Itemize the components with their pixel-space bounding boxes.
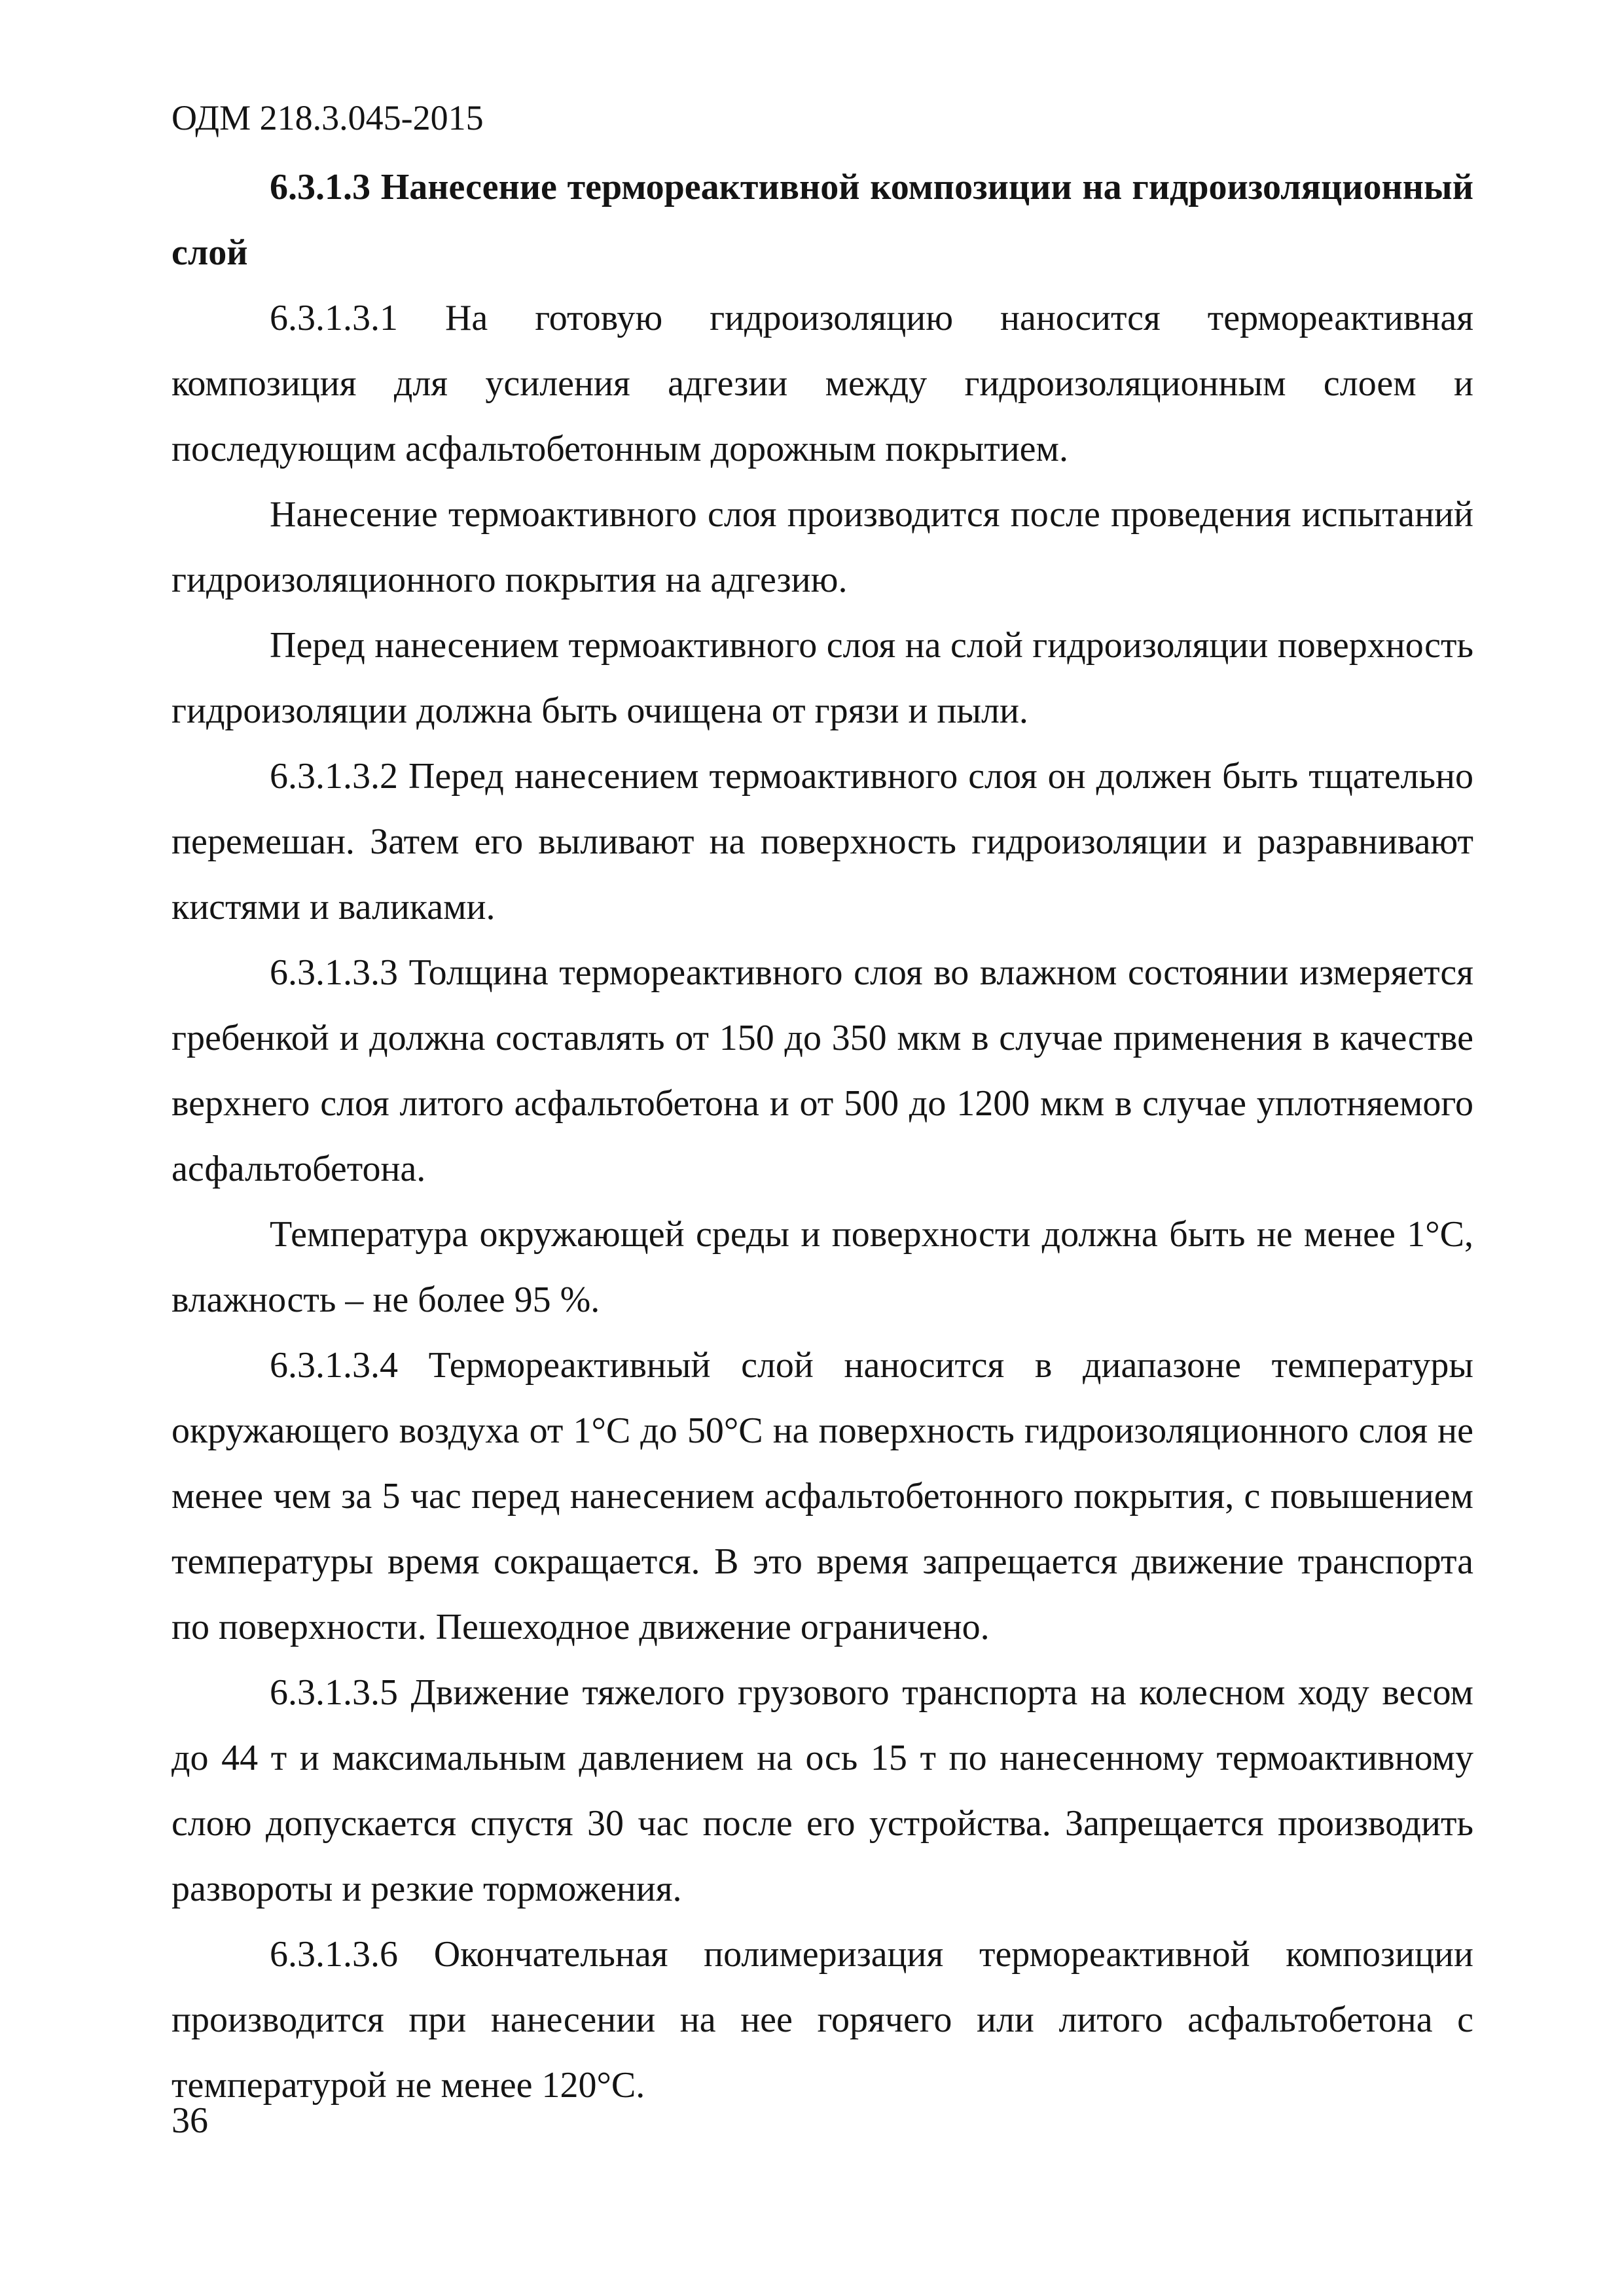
paragraph-temperature-humidity: Температура окружающей среды и поверхности должна быть не менее 1°С, влажность – не более 95 %. <box>171 1214 1473 1320</box>
paragraph-6-3-1-3-3: 6.3.1.3.3 Толщина термореактивного слоя во влажном состоянии измеряется гребенкой и должна составлять от 150 до 350 мкм в случае применения в качестве верхнего слоя литого асфальтобетона и от 500 до 1200 мкм в случае уплотняемого асфальтобетона. <box>171 952 1473 1189</box>
paragraph-6-3-1-3-6: 6.3.1.3.6 Окончательная полимеризация термореактивной композиции производится при нанесении на нее горячего или литого асфальтобетона с температурой не менее 120°С. <box>171 1934 1473 2106</box>
paragraph-6-3-1-3-2: 6.3.1.3.2 Перед нанесением термоактивного слоя он должен быть тщательно перемешан. Затем его выливают на поверхность гидроизоляции и разравнивают кистями и валиками. <box>171 756 1473 927</box>
paragraph-application-after-tests: Нанесение термоактивного слоя производится после проведения испытаний гидроизоляционного покрытия на адгезию. <box>171 494 1473 600</box>
page-number: 36 <box>171 2100 208 2141</box>
paragraph-6-3-1-3-1: 6.3.1.3.1 На готовую гидроизоляцию наносится термореактивная композиция для усиления адгезии между гидроизоляционным слоем и последующим асфальтобетонным дорожным покрытием. <box>171 298 1473 469</box>
paragraph-6-3-1-3-5: 6.3.1.3.5 Движение тяжелого грузового транспорта на колесном ходу весом до 44 т и максимальным давлением на ось 15 т по нанесенному термоактивному слою допускается спустя 30 час после его устройства. Запрещается производить развороты и резкие торможения. <box>171 1672 1473 1909</box>
paragraph-6-3-1-3-4: 6.3.1.3.4 Термореактивный слой наносится в диапазоне температуры окружающего воздуха от 1°С до 50°С на поверхность гидроизоляционного слоя не менее чем за 5 час перед нанесением асфальтобетонного покрытия, с повышением температуры время сокращается. В это время запрещается движение транспорта по поверхности. Пешеходное движение ограничено. <box>171 1345 1473 1647</box>
section-heading: 6.3.1.3 Нанесение термореактивной композиции на гидроизоляционный слой <box>171 167 1473 273</box>
page-body <box>171 154 1473 2118</box>
paragraph-surface-cleaning: Перед нанесением термоактивного слоя на слой гидроизоляции поверхность гидроизоляции должна быть очищена от грязи и пыли. <box>171 625 1473 731</box>
document-code-header: ОДМ 218.3.045-2015 <box>171 98 484 137</box>
